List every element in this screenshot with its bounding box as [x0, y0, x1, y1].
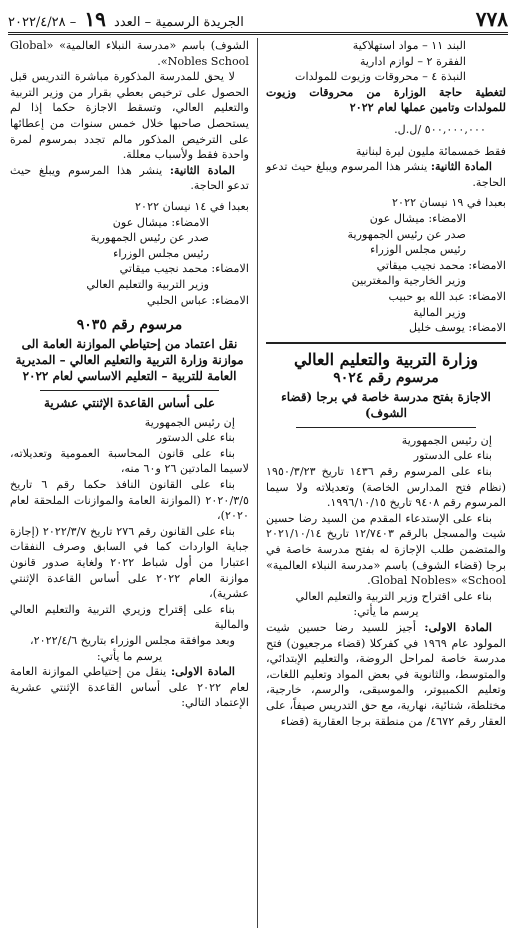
right-column — [258, 38, 508, 928]
decrees-line: يرسم ما يأتي: — [96, 649, 163, 663]
decree-number: مرسوم رقم ٩٠٢٤ — [333, 370, 439, 387]
article-1: المادة الاولى: ينقل من إحتياطي الموازنة العامة لعام ٢٠٢٢ على أساس القاعدة الإثنتي عشرية الإعتماد التالي: — [10, 664, 249, 710]
signature: الامضاء: عباس الحلبي — [147, 293, 249, 307]
basis-clause: بناء على القانون رقم ٢٧٦ تاريخ ٢٠٢٢/٣/٧ (إجازة جباية الواردات كما في السابق وصرف النفقات اعتبارا من أول شباط ٢٠٢٢ ولغاية صدور قانون موازنة العام ٢٠٢٢ على أساس القاعدة الإثنتي عشرية)، — [10, 524, 249, 601]
divider — [40, 390, 219, 391]
basis-clause: بناء على قانون المحاسبة العمومية وتعديلاته، لاسيما المادتين ٢٦ و٦٠ منه، — [10, 446, 249, 476]
signatory-title: وزير المالية — [413, 305, 466, 319]
issued-by: صدر عن رئيس الجمهورية — [90, 231, 209, 245]
signing-date: بعبدا في ١٤ نيسان ٢٠٢٢ — [135, 199, 249, 213]
issue-date: – ٢٠٢٢/٤/٢٨ — [8, 15, 77, 30]
signatory-title: وزير التربية والتعليم العالي — [86, 277, 209, 291]
signatory-title: رئيس مجلس الوزراء — [370, 243, 466, 257]
signature: الامضاء: محمد نجيب ميقاتي — [376, 258, 506, 272]
basis-clause: بناء على الدستور — [413, 449, 492, 463]
decree-number: مرسوم رقم ٩٠٣٥ — [76, 317, 183, 334]
signatory-title: رئيس مجلس الوزراء — [113, 246, 209, 260]
basis-clause: وبعد موافقة مجلس الوزراء بتاريخ ٢٠٢٢/٤/٦، — [30, 634, 235, 647]
signature: الامضاء: ميشال عون — [112, 215, 209, 229]
budget-item: النبذة ٤ – محروقات وزيوت للمولدات — [295, 70, 466, 84]
basis-clause: بناء على الإستدعاء المقدم من السيد رضا حسين شيت والمسجل بالرقم ١٢/٧٤٠٣ تاريخ ٢٠٢١/١٠/١٤ والمتضمن طلب الإجازة له بفتح مدرسة خاصة في برجا (قضاء الشوف) باسم «مدرسة النبلاء العالمية» Global Nobles» «School. — [266, 511, 506, 588]
basis-clause: بناء على المرسوم رقم ١٤٣٦ تاريخ ١٩٥٠/٣/٢٣ (نظام فتح المدارس الخاصة) وتعديلاته ولا سيما المرسوم رقم ٩٤٠٨ تاريخ ١٩٩٦/١٠/١٥. — [266, 465, 506, 510]
president-clause: إن رئيس الجمهورية — [144, 415, 235, 429]
issue-number: ١٩ — [84, 7, 106, 31]
credit-purpose: لتغطية حاجة الوزارة من محروقات وزيوت للمولدات وتامين عملها لعام ٢٠٢٢ — [266, 84, 506, 115]
signatory-title: وزير الخارجية والمغتربين — [351, 274, 466, 288]
paragraph: لا يحق للمدرسة المذكورة مباشرة التدريس قبل الحصول على ترخيص بعطي بقرار من وزير التربية والتعليم العالي، وتسقط الاجازة حكما إذا لم يستحصل صاحبها خلال خمس سنوات من إعطائها على الترخيص المذكور مالم تجدد بمرسوم لمرة واحدة فقط ولأسباب معللة. — [10, 70, 249, 162]
basis-clause: بناء على إقتراح وزيري التربية والتعليم العالي والمالية — [10, 602, 249, 632]
basis-clause: بناء على اقتراح وزير التربية والتعليم العالي — [295, 589, 492, 603]
newspaper-name: الجريدة الرسمية – العدد — [114, 15, 244, 30]
page-header — [8, 6, 508, 35]
signature: الامضاء: عبد الله بو حبيب — [388, 289, 506, 303]
columns — [8, 38, 508, 928]
left-column — [8, 38, 258, 928]
signature: الامضاء: يوسف خليل — [408, 321, 506, 335]
page-number: ٧٧٨ — [475, 7, 508, 31]
budget-item: الفقرة ٢ – لوازم ادارية — [359, 54, 466, 68]
article-2: المادة الثانية: ينشر هذا المرسوم ويبلغ حيث تدعو الحاجة. — [10, 162, 249, 193]
issued-by: صدر عن رئيس الجمهورية — [347, 227, 466, 241]
article-1: المادة الاولى: أجيز للسيد رضا حسين شيت المولود عام ١٩٦٩ في كفركلا (قضاء مرجعيون) فتح مدرسة خاصة لمراحل الروضة، والتعليم الإبتدائي، والمتوسط، والثانوية في بعض المواد وتعليم اللغات، وتعليم الكمبيوتر، والموسيقى، والرسم، خارجية، مختلطة، شتائية، نهارية، مع حق التدريس صيفاً، على العقار رقم ٤٦٧٢/ من منطقة برجا العقارية (قضاء — [266, 620, 507, 728]
decrees-line: يرسم ما يأتي: — [353, 605, 419, 619]
signature: الامضاء: ميشال عون — [369, 211, 466, 225]
credit-amount-words: فقط خمسمائة مليون ليرة لبنانية — [355, 144, 506, 158]
header-issue — [8, 7, 244, 31]
basis-clause: بناء على الدستور — [156, 431, 235, 445]
ministry-title: وزارة التربية والتعليم العالي — [266, 342, 506, 368]
article-2: المادة الثانية: ينشر هذا المرسوم ويبلغ حيث تدعو الحاجة. — [266, 159, 506, 189]
signing-date: بعبدا في ١٩ نيسان ٢٠٢٢ — [392, 196, 506, 210]
signature: الامضاء: محمد نجيب ميقاتي — [119, 262, 249, 276]
budget-item: البند ١١ – مواد استهلاكية — [352, 39, 466, 52]
president-clause: إن رئيس الجمهورية — [401, 433, 492, 447]
decree-subject: نقل اعتماد من إحتياطي الموازنة العامة الى موازنة وزارة التربية والتعليم العالي – المديرية العامة للتربية – التعليم الاساسي لعام ٢٠٢٢ — [15, 336, 244, 383]
credit-amount: ٥٠٠,٠٠٠,٠٠٠ /ل.ل. — [394, 122, 486, 136]
continued-text: الشوف) باسم «مدرسة النبلاء العالمية» «Global Nobles School». — [10, 39, 249, 68]
basis-clause: بناء على القانون النافذ حكما رقم ٦ تاريخ ٢٠٢٠/٣/٥ (الموازنة العامة والموازنات الملحقة لعام ٢٠٢٠)، — [10, 478, 249, 523]
decree-subject: الاجازة بفتح مدرسة خاصة في برجا (قضاء الشوف) — [281, 389, 491, 420]
decree-basis: على أساس القاعدة الإثنتي عشرية — [43, 395, 216, 410]
